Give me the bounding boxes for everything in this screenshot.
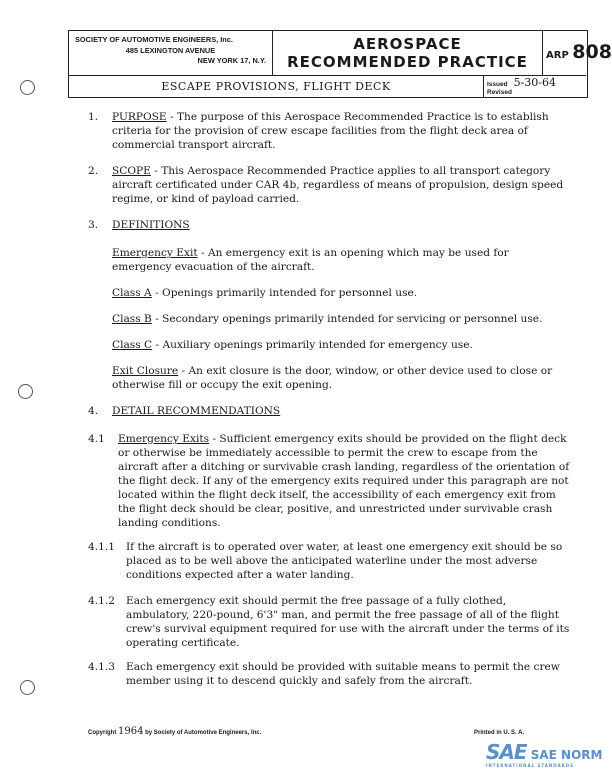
logo-tagline: INTERNATIONAL STANDARDS: [486, 763, 574, 768]
society-city: NEW YORK 17, N.Y.: [197, 56, 266, 65]
society-address: [69, 31, 273, 76]
section-number: 1.: [88, 111, 99, 123]
document-type-title: [273, 31, 543, 76]
section-heading: DEFINITIONS: [112, 219, 190, 231]
section-text: Each emergency exit should be provided with suitable means to permit the crew member using it to descend quickly and safely from the aircraft.: [126, 661, 560, 687]
definition-term: Class C: [112, 339, 153, 351]
arp-prefix: ARP: [546, 50, 569, 61]
section-heading: Emergency Exits: [118, 433, 210, 445]
punch-hole-middle: [18, 384, 33, 399]
definition-term: Class A: [112, 287, 152, 299]
issued-date: 5-30-64: [513, 76, 557, 89]
section-text: - This Aerospace Recommended Practice applies to all transport category aircraft certificated under CAR 4b, regardless of means of propulsion, design speed regime, or kind of payload carried.: [112, 165, 564, 205]
definition-text: - Secondary openings primarily intended for servicing or personnel use.: [151, 313, 543, 325]
revised-label: Revised: [487, 89, 512, 96]
printed-in: Printed in U. S. A.: [474, 730, 525, 736]
definition-term: Class B: [112, 313, 152, 325]
copyright-line: [88, 726, 261, 737]
society-name: SOCIETY OF AUTOMOTIVE ENGINEERS, Inc.: [75, 35, 233, 44]
definition-term: Emergency Exit: [112, 247, 198, 259]
logo-name: SAE NORM: [530, 748, 603, 762]
copyright-owner: by Society of Automotive Engineers, Inc.: [145, 730, 262, 736]
sae-norm-logo: [486, 740, 603, 768]
section-number: 3.: [88, 219, 99, 231]
section-number: 4.1: [88, 433, 105, 445]
definition-emergency-exit: [112, 246, 568, 274]
section-heading: DETAIL RECOMMENDATIONS: [112, 405, 281, 417]
section-number: 4.: [88, 405, 99, 417]
definition-text: - Openings primarily intended for personnel use.: [151, 287, 418, 299]
section-text: - The purpose of this Aerospace Recommended Practice is to establish criteria for the provision of crew escape facilities from the flight deck area of commercial transport aircraft.: [112, 111, 549, 151]
issued-label: Issued: [487, 81, 508, 88]
definition-text: - Auxiliary openings primarily intended for emergency use.: [152, 339, 473, 351]
arp-number: 808: [572, 41, 612, 63]
definition-text: - An emergency exit is an opening which may be used for emergency evacuation of the aircraft.: [112, 247, 509, 273]
arp-number-box: [543, 31, 612, 76]
title-line-1: AEROSPACE: [353, 35, 462, 53]
definition-exit-closure: [112, 364, 568, 392]
section-number: 4.1.3: [88, 661, 115, 673]
definition-class-c: [112, 338, 568, 352]
logo-mark: SAE: [486, 740, 527, 764]
section-heading: SCOPE: [112, 165, 151, 177]
section-text: Each emergency exit should permit the free passage of a fully clothed, ambulatory, 220-pound, 6'3" man, and permit the free passage of all of the flight crew's survival equipment required for use with the aircraft under the terms of its operating certificate.: [126, 595, 570, 649]
definition-term: Exit Closure: [112, 365, 179, 377]
title-line-2: RECOMMENDED PRACTICE: [287, 53, 528, 71]
document-subject: ESCAPE PROVISIONS, FLIGHT DECK: [69, 76, 484, 97]
document-header: [68, 30, 612, 98]
punch-hole-top: [20, 80, 35, 95]
definition-class-a: [112, 286, 568, 300]
definition-text: - An exit closure is the door, window, or other device used to close or otherwise fill or occupy the exit opening.: [112, 365, 553, 391]
section-number: 4.1.2: [88, 595, 115, 607]
issue-info: [484, 76, 586, 97]
section-text: If the aircraft is to operated over water, at least one emergency exit should be so placed as to be well above the anticipated waterline under the most adverse conditions expected after a water landing.: [126, 541, 563, 581]
copyright-label: Copyright: [88, 730, 117, 736]
section-heading: PURPOSE: [112, 111, 167, 123]
copyright-year: 1964: [118, 726, 144, 737]
section-text: - Sufficient emergency exits should be provided on the flight deck or otherwise be immediately accessible to permit the crew to escape from the aircraft after a ditching or survivable crash landing, regardless of the orientation of the flight deck. If any of the emergency exits required under this paragraph are not located within the flight deck itself, the accessibility of each emergency exit from the flight deck should be clear, positive, and unrestricted under survivable crash landing conditions.: [118, 433, 570, 529]
punch-hole-bottom: [20, 680, 35, 695]
section-number: 2.: [88, 165, 99, 177]
definition-class-b: [112, 312, 568, 326]
section-number: 4.1.1: [88, 541, 115, 553]
society-street: 485 LEXINGTON AVENUE: [125, 45, 216, 55]
